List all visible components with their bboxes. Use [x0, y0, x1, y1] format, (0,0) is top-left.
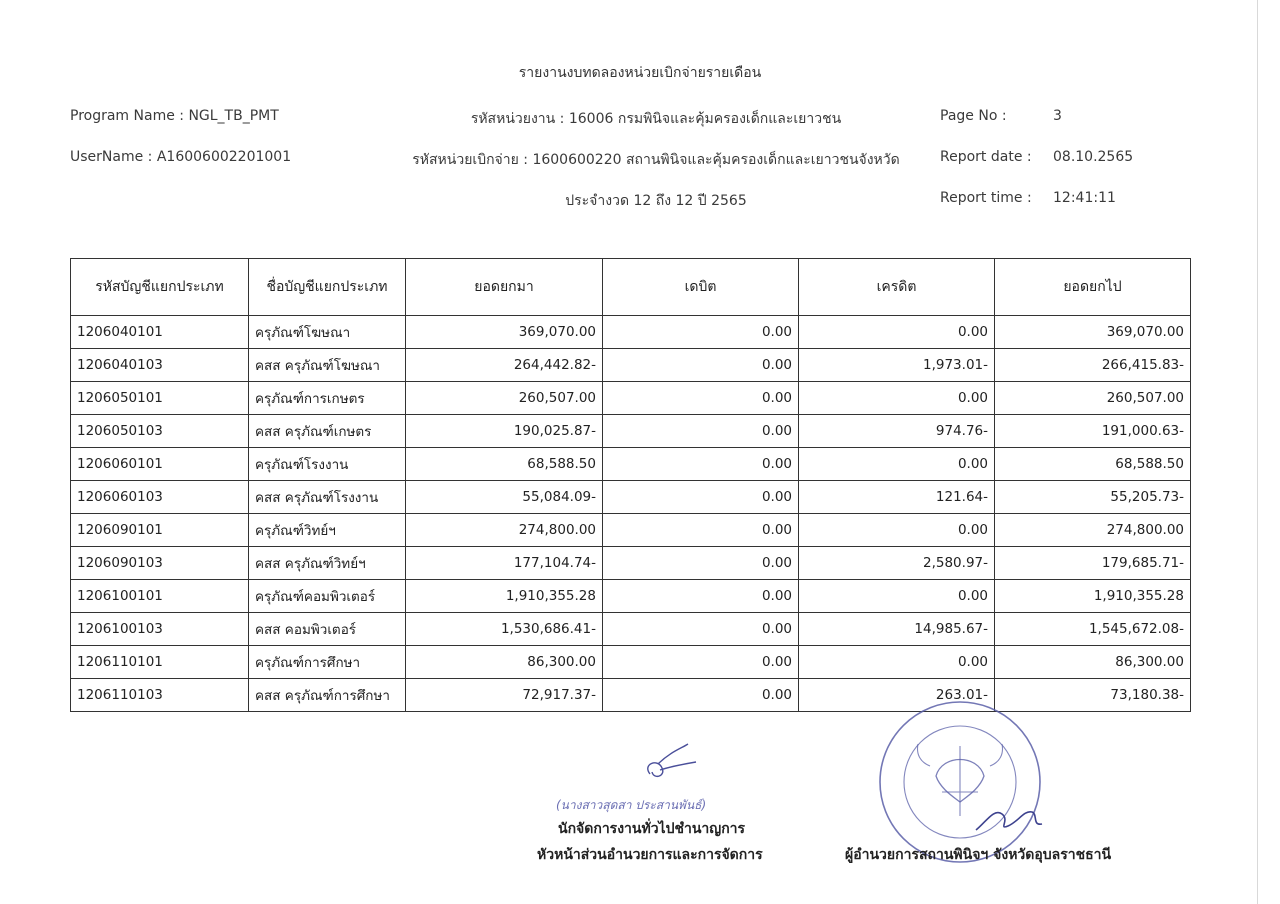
cell-closing-balance: 1,910,355.28 [995, 580, 1191, 613]
cell-debit: 0.00 [603, 415, 799, 448]
cell-debit: 0.00 [603, 382, 799, 415]
cell-account-code: 1206040103 [71, 349, 249, 382]
cell-debit: 0.00 [603, 679, 799, 712]
table-row [71, 613, 1191, 646]
cell-account-code: 1206050101 [71, 382, 249, 415]
table-row [71, 316, 1191, 349]
cell-closing-balance: 179,685.71- [995, 547, 1191, 580]
cell-credit: 0.00 [799, 580, 995, 613]
cell-closing-balance: 86,300.00 [995, 646, 1191, 679]
handwritten-signature-left [640, 742, 700, 784]
cell-debit: 0.00 [603, 646, 799, 679]
right-signer-position: ผู้อำนวยการสถานพินิจฯ จังหวัดอุบลราชธานี [845, 847, 1112, 863]
left-signer-position-1: นักจัดการงานทั่วไปชำนาญการ [558, 821, 746, 837]
cell-account-name: คสส ครุภัณฑ์โฆษณา [249, 349, 406, 382]
cell-account-code: 1206090103 [71, 547, 249, 580]
report-time-label: Report time : [940, 190, 1032, 206]
cell-opening-balance: 190,025.87- [406, 415, 603, 448]
cell-account-code: 1206100101 [71, 580, 249, 613]
cell-account-name: คสส คอมพิวเตอร์ [249, 613, 406, 646]
cell-account-name: ครุภัณฑ์โรงงาน [249, 448, 406, 481]
cell-debit: 0.00 [603, 316, 799, 349]
cell-closing-balance: 55,205.73- [995, 481, 1191, 514]
cell-opening-balance: 55,084.09- [406, 481, 603, 514]
disbursing-unit-line: รหัสหน่วยเบิกจ่าย : 1600600220 สถานพินิจและคุ้มครองเด็กและเยาวชนจังหวัด [412, 152, 900, 168]
cell-opening-balance: 264,442.82- [406, 349, 603, 382]
cell-credit: 1,973.01- [799, 349, 995, 382]
cell-credit: 974.76- [799, 415, 995, 448]
cell-credit: 14,985.67- [799, 613, 995, 646]
table-row [71, 514, 1191, 547]
cell-account-name: คสส ครุภัณฑ์เกษตร [249, 415, 406, 448]
cell-closing-balance: 266,415.83- [995, 349, 1191, 382]
cell-opening-balance: 369,070.00 [406, 316, 603, 349]
table-row [71, 481, 1191, 514]
cell-account-code: 1206110101 [71, 646, 249, 679]
table-row [71, 448, 1191, 481]
cell-opening-balance: 177,104.74- [406, 547, 603, 580]
cell-opening-balance: 1,530,686.41- [406, 613, 603, 646]
header-opening-balance: ยอดยกมา [406, 259, 603, 316]
page-no-value: 3 [1053, 108, 1062, 124]
cell-account-name: คสส ครุภัณฑ์โรงงาน [249, 481, 406, 514]
report-time-value: 12:41:11 [1053, 190, 1116, 206]
cell-opening-balance: 260,507.00 [406, 382, 603, 415]
cell-credit: 0.00 [799, 316, 995, 349]
left-signer-name: (นางสาวสุดสา ประสานพันธ์) [556, 798, 707, 812]
cell-credit: 263.01- [799, 679, 995, 712]
cell-opening-balance: 68,588.50 [406, 448, 603, 481]
header-account-code: รหัสบัญชีแยกประเภท [71, 259, 249, 316]
cell-closing-balance: 68,588.50 [995, 448, 1191, 481]
agency-line: รหัสหน่วยงาน : 16006 กรมพินิจและคุ้มครองเด็กและเยาวชน [470, 111, 842, 127]
header-account-name: ชื่อบัญชีแยกประเภท [249, 259, 406, 316]
period-line: ประจำงวด 12 ถึง 12 ปี 2565 [565, 193, 747, 209]
cell-closing-balance: 369,070.00 [995, 316, 1191, 349]
report-title: รายงานงบทดลองหน่วยเบิกจ่ายรายเดือน [518, 65, 762, 81]
cell-account-name: ครุภัณฑ์คอมพิวเตอร์ [249, 580, 406, 613]
header-closing-balance: ยอดยกไป [995, 259, 1191, 316]
report-date-value: 08.10.2565 [1053, 149, 1134, 165]
table-header-row [71, 259, 1191, 316]
trial-balance-table [70, 258, 1191, 712]
cell-account-code: 1206090101 [71, 514, 249, 547]
page-no-label: Page No : [940, 108, 1007, 124]
cell-account-code: 1206060103 [71, 481, 249, 514]
cell-debit: 0.00 [603, 514, 799, 547]
cell-credit: 0.00 [799, 646, 995, 679]
cell-credit: 121.64- [799, 481, 995, 514]
cell-account-name: ครุภัณฑ์โฆษณา [249, 316, 406, 349]
table-row [71, 646, 1191, 679]
table-row [71, 349, 1191, 382]
cell-opening-balance: 86,300.00 [406, 646, 603, 679]
table-row [71, 415, 1191, 448]
cell-opening-balance: 1,910,355.28 [406, 580, 603, 613]
left-signer-position-2: หัวหน้าส่วนอำนวยการและการจัดการ [537, 847, 763, 863]
cell-closing-balance: 274,800.00 [995, 514, 1191, 547]
cell-debit: 0.00 [603, 580, 799, 613]
cell-credit: 0.00 [799, 514, 995, 547]
report-date-label: Report date : [940, 149, 1032, 165]
cell-closing-balance: 73,180.38- [995, 679, 1191, 712]
header-debit: เดบิต [603, 259, 799, 316]
header-credit: เครดิต [799, 259, 995, 316]
cell-credit: 2,580.97- [799, 547, 995, 580]
user-name: UserName : A16006002201001 [70, 149, 292, 165]
cell-debit: 0.00 [603, 448, 799, 481]
table-row [71, 382, 1191, 415]
cell-account-name: คสส ครุภัณฑ์การศึกษา [249, 679, 406, 712]
cell-account-name: ครุภัณฑ์การเกษตร [249, 382, 406, 415]
program-name: Program Name : NGL_TB_PMT [70, 108, 279, 124]
cell-account-code: 1206100103 [71, 613, 249, 646]
table-row [71, 547, 1191, 580]
cell-credit: 0.00 [799, 448, 995, 481]
handwritten-signature-right [972, 800, 1044, 840]
cell-debit: 0.00 [603, 481, 799, 514]
cell-account-name: คสส ครุภัณฑ์วิทย์ฯ [249, 547, 406, 580]
cell-account-code: 1206050103 [71, 415, 249, 448]
cell-credit: 0.00 [799, 382, 995, 415]
cell-account-name: ครุภัณฑ์วิทย์ฯ [249, 514, 406, 547]
cell-opening-balance: 72,917.37- [406, 679, 603, 712]
cell-account-code: 1206060101 [71, 448, 249, 481]
cell-closing-balance: 260,507.00 [995, 382, 1191, 415]
cell-account-code: 1206110103 [71, 679, 249, 712]
table-body [71, 316, 1191, 712]
cell-debit: 0.00 [603, 547, 799, 580]
cell-debit: 0.00 [603, 613, 799, 646]
cell-closing-balance: 1,545,672.08- [995, 613, 1191, 646]
page-edge-line [1257, 0, 1258, 904]
cell-account-code: 1206040101 [71, 316, 249, 349]
cell-debit: 0.00 [603, 349, 799, 382]
cell-opening-balance: 274,800.00 [406, 514, 603, 547]
cell-account-name: ครุภัณฑ์การศึกษา [249, 646, 406, 679]
cell-closing-balance: 191,000.63- [995, 415, 1191, 448]
table-row [71, 580, 1191, 613]
